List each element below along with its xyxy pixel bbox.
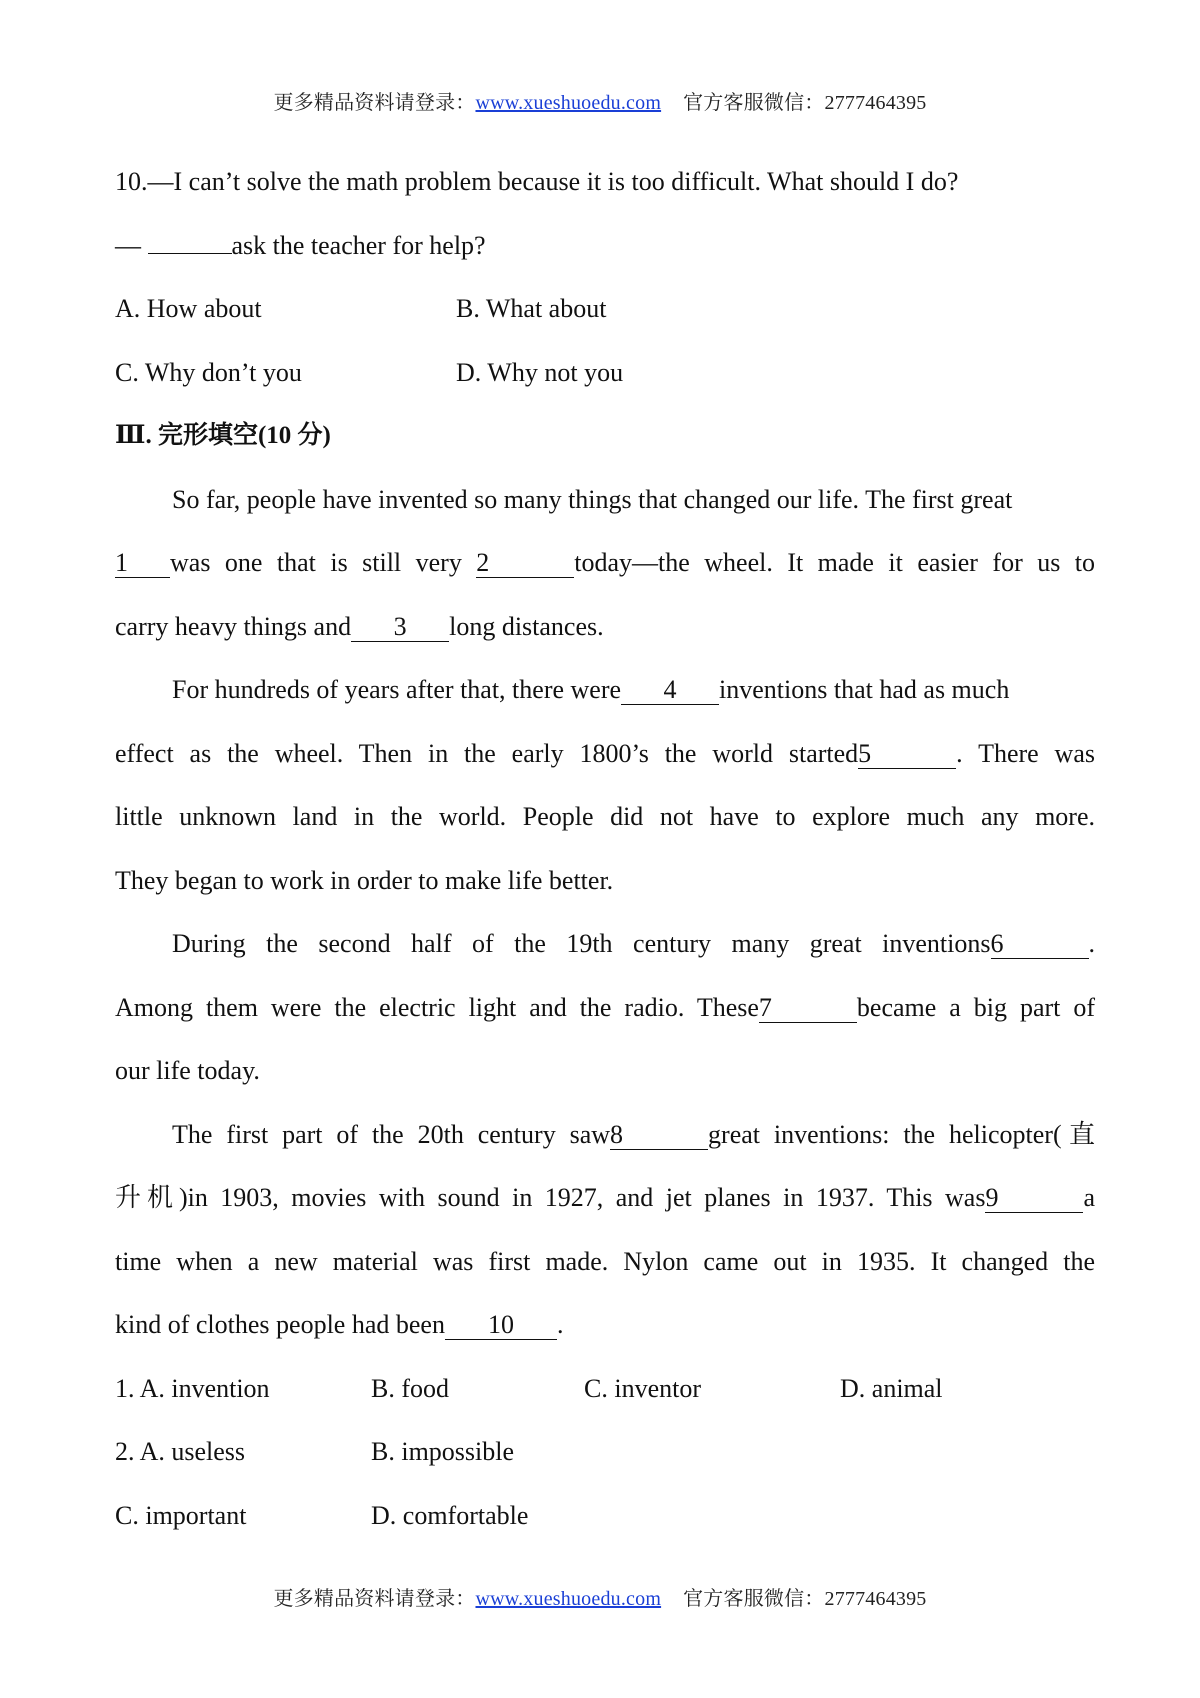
- p4-line-1-text-1: The first part of the 20th century saw: [172, 1119, 611, 1149]
- p2-line-1-text-1: For hundreds of years after that, there were: [172, 675, 622, 704]
- p1-line-3-text-2: long distances.: [449, 611, 604, 641]
- blank-5[interactable]: 5: [858, 740, 956, 769]
- p4-line-2-text-2: a: [1083, 1183, 1095, 1212]
- header-service: 官方客服微信：2777464395: [683, 92, 927, 114]
- q1-option-d[interactable]: D. animal: [840, 1373, 943, 1403]
- p3-line-2-text-1: Among them were the electric light and the radio. These: [115, 992, 759, 1022]
- p2-line-2-text-1: effect as the wheel. Then in the early 1800’s the world started: [115, 738, 859, 768]
- p1-line-2: [115, 531, 1095, 595]
- p4-line-4-text-1: kind of clothes people had been: [115, 1310, 445, 1339]
- blank-8[interactable]: 8: [610, 1121, 708, 1150]
- footer-service: 官方客服微信：2777464395: [683, 1588, 927, 1610]
- p2-line-1-text-2: inventions that had as much: [719, 675, 1010, 704]
- q10-option-c[interactable]: C. Why don’t you: [115, 357, 302, 387]
- p2-line-2: [115, 722, 1095, 786]
- q2-option-b[interactable]: B. impossible: [371, 1437, 515, 1466]
- q2-options-row-2: [115, 1484, 1095, 1548]
- q10-reply-rest: ask the teacher for help?: [231, 230, 486, 260]
- q2-options-row-1: [115, 1420, 1095, 1484]
- q2-option-d[interactable]: D. comfortable: [371, 1500, 529, 1530]
- q2-option-c[interactable]: C. important: [115, 1500, 247, 1530]
- p4-line-4: [115, 1293, 1095, 1357]
- q10-option-d[interactable]: D. Why not you: [456, 357, 624, 387]
- q10-blank[interactable]: [148, 225, 232, 254]
- p2-line-1: [115, 658, 1095, 722]
- p2-line-2-text-2: . There was: [956, 738, 1095, 768]
- q10-option-b[interactable]: B. What about: [456, 294, 607, 323]
- p4-line-3: time when a new material was first made. Nylon came out in 1935. It changed the: [115, 1246, 1095, 1276]
- blank-10[interactable]: 10: [445, 1311, 557, 1340]
- p1-line-2-text-1: was one that is still very: [170, 548, 462, 577]
- p2-line-4: They began to work in order to make life better.: [115, 865, 614, 895]
- document-body: [115, 150, 1095, 1547]
- header-prefix: 更多精品资料请登录：: [273, 92, 476, 114]
- page-footer: [0, 1582, 1200, 1611]
- blank-9[interactable]: 9: [985, 1184, 1083, 1213]
- footer-site-link[interactable]: www.xueshuoedu.com: [475, 1588, 662, 1610]
- page-header: [0, 86, 1200, 115]
- p1-line-3: [115, 595, 1095, 659]
- p4-line-4-text-2: .: [556, 1310, 564, 1339]
- q10-option-a[interactable]: A. How about: [115, 294, 262, 323]
- blank-1[interactable]: 1: [115, 549, 170, 578]
- section-title: Ⅲ. 完形填空(10 分): [115, 422, 331, 449]
- p3-line-2-text-2: became a big part of: [856, 992, 1095, 1022]
- p4-line-1: [115, 1103, 1095, 1167]
- p4-line-2: [115, 1166, 1095, 1230]
- q1-options-row: [115, 1357, 1095, 1421]
- footer-prefix: 更多精品资料请登录：: [273, 1588, 476, 1610]
- q10-options-row-1: [115, 277, 1095, 341]
- header-site-link[interactable]: www.xueshuoedu.com: [475, 92, 662, 114]
- p3-line-1-text-1: During the second half of the 19th century many great inventions: [172, 929, 991, 958]
- p1-line-1: So far, people have invented so many things that changed our life. The first great: [172, 484, 1013, 514]
- q1-option-b[interactable]: B. food: [371, 1373, 449, 1403]
- blank-4[interactable]: 4: [621, 676, 719, 705]
- blank-3[interactable]: 3: [351, 613, 449, 642]
- p4-line-2-text-1: 升机)in 1903, movies with sound in 1927, and jet planes in 1937. This was: [115, 1183, 986, 1212]
- blank-7[interactable]: 7: [759, 994, 857, 1023]
- p1-line-3-text-1: carry heavy things and: [115, 611, 352, 641]
- p2-line-3: little unknown land in the world. People did not have to explore much any more.: [115, 802, 1095, 831]
- q10-reply: [115, 214, 1095, 278]
- blank-2[interactable]: 2: [476, 549, 574, 578]
- q10-reply-dash: —: [115, 230, 148, 260]
- p1-line-2-text-2: today—the wheel. It made it easier for us to: [574, 548, 1096, 577]
- p4-line-1-text-2: great inventions: the helicopter(直: [708, 1119, 1095, 1149]
- p3-line-1-text-2: .: [1088, 929, 1095, 958]
- blank-6[interactable]: 6: [991, 930, 1089, 959]
- q10-stem: 10.—I can’t solve the math problem because it is too difficult. What should I do?: [115, 167, 959, 196]
- p3-line-1: [115, 912, 1095, 976]
- q2-option-a[interactable]: 2. A. useless: [115, 1437, 245, 1466]
- q1-option-c[interactable]: C. inventor: [584, 1373, 701, 1403]
- p3-line-3: our life today.: [115, 1056, 260, 1085]
- q10-options-row-2: [115, 341, 1095, 405]
- p3-line-2: [115, 976, 1095, 1040]
- q1-option-a[interactable]: 1. A. invention: [115, 1373, 270, 1403]
